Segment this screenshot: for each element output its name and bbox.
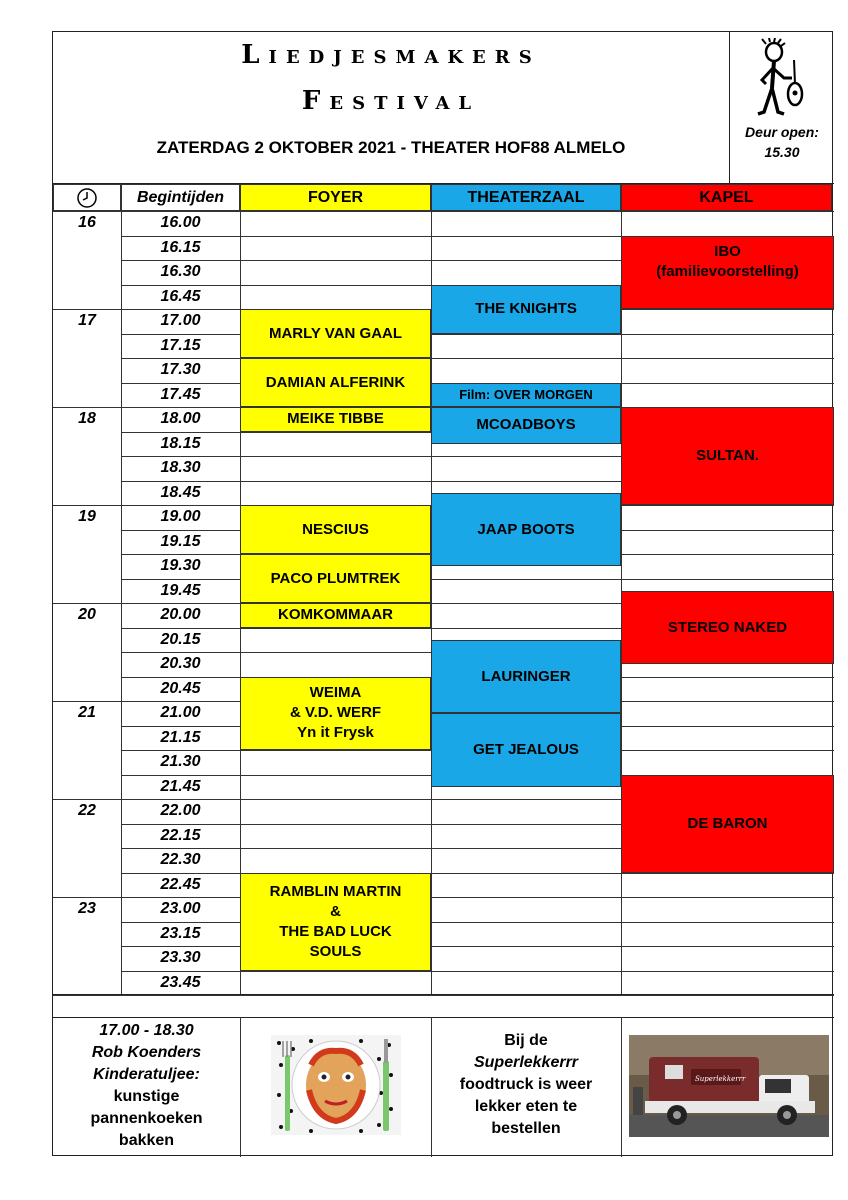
time-label: 20.45 (160, 679, 201, 697)
time-label: 19.30 (160, 557, 201, 574)
foyer-performance: DAMIAN ALFERINK (240, 358, 431, 407)
theaterzaal-performance: MCOADBOYS (431, 407, 621, 444)
time-label: 18.30 (160, 459, 201, 476)
time-label: 17.45 (160, 385, 201, 403)
foodtruck-line-1: Bij de (504, 1032, 548, 1049)
clock-icon (76, 187, 98, 209)
time-label: 22.45 (160, 875, 201, 893)
door-open-time: 15.30 (764, 144, 800, 160)
time-label: 23.00 (160, 900, 201, 917)
kids-activity-text-2: kunstige pannenkoeken bakken (90, 1088, 203, 1149)
row-line (53, 211, 834, 212)
foyer-performance: RAMBLIN MARTIN & THE BAD LUCK SOULS (240, 873, 431, 971)
time-label: 18.45 (160, 483, 201, 501)
hour-label: 18 (78, 410, 96, 427)
time-label: 17.15 (160, 336, 201, 354)
time-label: 18.00 (160, 410, 201, 427)
time-label: 19.00 (160, 508, 201, 525)
row-line (121, 922, 834, 923)
time-label: 23.45 (160, 973, 201, 991)
hour-label: 20 (78, 606, 96, 623)
kapel-performance: IBO (familievoorstelling) (621, 236, 834, 310)
kapel-header: KAPEL (621, 184, 832, 211)
theaterzaal-performance: LAURINGER (431, 640, 621, 714)
hour-label: 16 (78, 214, 96, 231)
footer-divider (53, 1017, 834, 1018)
schedule-sheet (52, 31, 833, 1156)
door-open-text (730, 122, 834, 162)
door-open-label: Deur open: (745, 124, 819, 140)
time-label: 23.15 (160, 924, 201, 942)
row-line (121, 579, 834, 580)
time-label: 20.00 (160, 606, 201, 623)
kapel-performance: STEREO NAKED (621, 591, 834, 665)
time-label: 20.30 (160, 655, 201, 672)
theaterzaal-header: THEATERZAAL (431, 184, 621, 211)
truck-sign: Superlekkerrr (695, 1075, 746, 1083)
time-label: 17.00 (160, 312, 201, 329)
time-label: 21.30 (160, 753, 201, 770)
time-label: 19.45 (160, 581, 201, 599)
foyer-performance: WEIMA & V.D. WERF Yn it Frysk (240, 677, 431, 751)
footer-sep-3 (621, 1017, 622, 1157)
foyer-performance: KOMKOMMAAR (240, 603, 431, 628)
foyer-header: FOYER (240, 184, 431, 211)
row-line (121, 971, 834, 972)
guitar-man-logo-icon (752, 38, 812, 118)
hour-label: 19 (78, 508, 96, 525)
row-line (53, 995, 834, 996)
time-label: 22.30 (160, 851, 201, 868)
row-line (121, 358, 834, 359)
title-line-2: Festival (301, 86, 481, 116)
title-line-1: Liedjesmakers (241, 40, 541, 70)
row-line (121, 873, 834, 874)
kapel-performance: SULTAN. (621, 407, 834, 505)
kids-activity-text: 17.00 - 18.30 Rob Koenders Kinderatuljee: (91, 1022, 202, 1083)
time-label: 16.45 (160, 287, 201, 305)
hour-label: 21 (78, 704, 96, 721)
time-label: 19.15 (160, 532, 201, 550)
time-label: 22.15 (160, 826, 201, 844)
foodtruck-name: Superlekkerrr (473, 1054, 579, 1071)
row-line (53, 897, 834, 898)
clock-header (53, 184, 121, 211)
row-line (121, 334, 834, 335)
kapel-performance: DE BARON (621, 775, 834, 873)
time-label: 17.30 (160, 361, 201, 378)
time-label: 23.30 (160, 949, 201, 966)
foyer-performance: PACO PLUMTREK (240, 554, 431, 603)
door-open-box (729, 32, 834, 184)
time-label: 16.00 (160, 214, 201, 231)
foodtruck-photo-icon (629, 1035, 829, 1137)
footer-gap-top (53, 994, 834, 995)
time-label: 21.00 (160, 704, 201, 721)
foyer-performance: NESCIUS (240, 505, 431, 554)
foodtruck-line-3: foodtruck is weer lekker eten te bestellen (459, 1076, 593, 1137)
theaterzaal-performance: JAAP BOOTS (431, 493, 621, 567)
hour-label: 17 (78, 312, 96, 329)
foodtruck-text (431, 1030, 621, 1140)
pancake-face-photo-icon (271, 1035, 401, 1135)
time-label: 16.15 (160, 238, 201, 256)
subtitle: ZATERDAG 2 OKTOBER 2021 - THEATER HOF88 ALMELO (156, 138, 626, 157)
time-label: 16.30 (160, 263, 201, 280)
times-header: Begintijden (121, 184, 240, 211)
time-label: 21.45 (160, 777, 201, 795)
hour-label: 22 (78, 802, 96, 819)
theaterzaal-performance: THE KNIGHTS (431, 285, 621, 334)
time-label: 22.00 (160, 802, 201, 819)
theaterzaal-performance: Film: OVER MORGEN (431, 383, 621, 408)
hour-label: 23 (78, 900, 96, 917)
foyer-performance: MEIKE TIBBE (240, 407, 431, 432)
row-line (121, 946, 834, 947)
time-label: 20.15 (160, 630, 201, 648)
time-label: 21.15 (160, 728, 201, 746)
time-label: 18.15 (160, 434, 201, 452)
theaterzaal-performance: GET JEALOUS (431, 713, 621, 787)
foyer-performance: MARLY VAN GAAL (240, 309, 431, 358)
footer-sep-1 (240, 1017, 241, 1157)
